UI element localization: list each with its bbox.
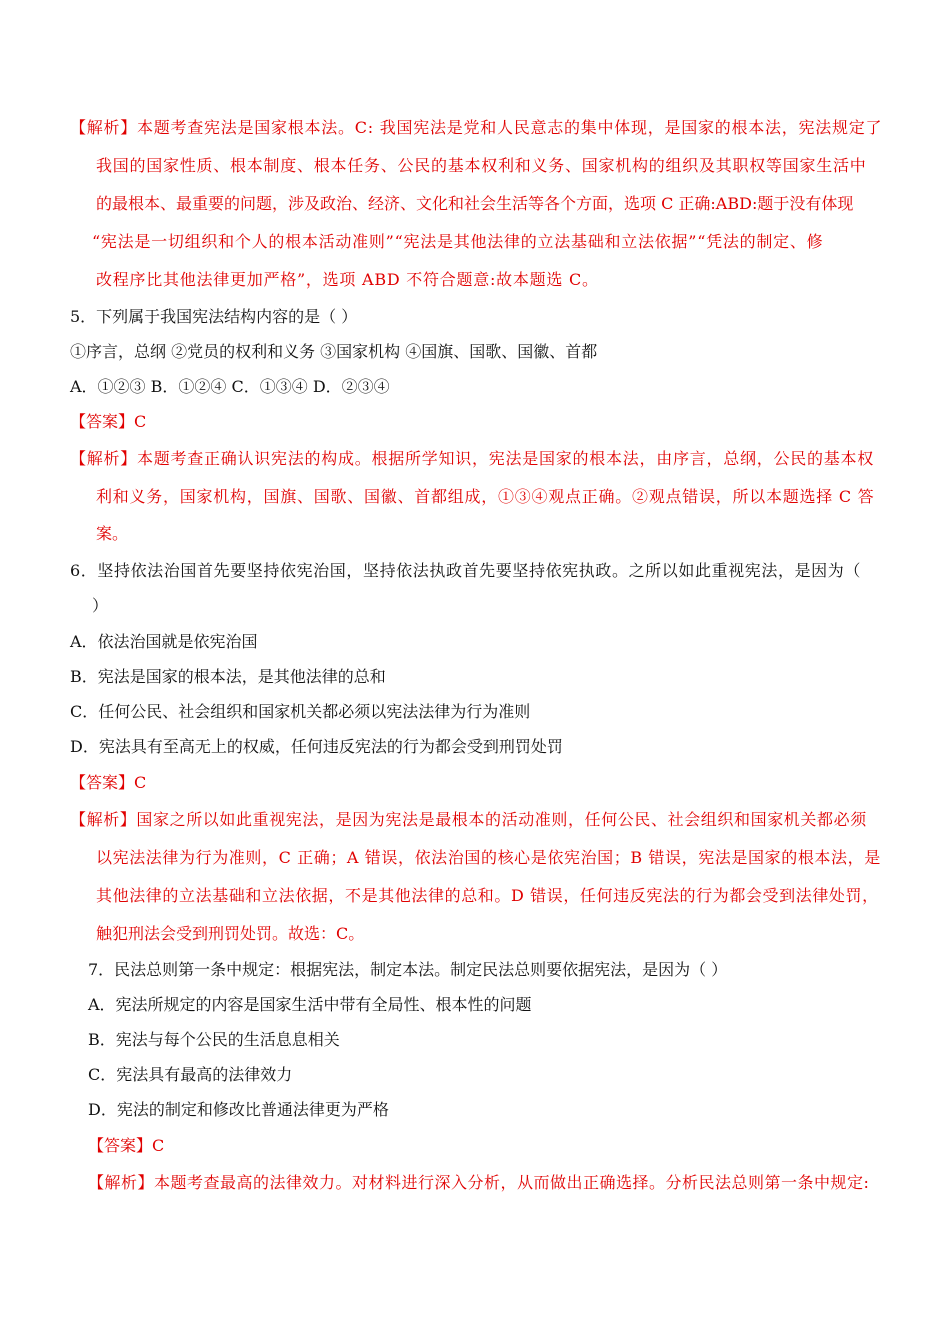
q6-stem-line-2: ）: [92, 596, 109, 615]
q6-stem-line-1: 6．坚持依法治国首先要坚持依宪治国，坚持依法执政首先要坚持依宪执政。之所以如此重视宪法，是因为（: [70, 561, 861, 580]
q4-analysis-line-2: 我国的国家性质、根本制度、根本任务、公民的基本权利和义务、国家机构的组织及其职权等国家生活中: [96, 156, 867, 175]
q6-option-a: A．依法治国就是依宪治国: [70, 632, 258, 651]
q7-stem: 7．民法总则第一条中规定：根据宪法，制定本法。制定民法总则要依据宪法，是因为（ ）: [88, 960, 728, 979]
q7-answer: 【答案】C: [88, 1136, 165, 1155]
q7-option-a: A．宪法所规定的内容是国家生活中带有全局性、根本性的问题: [88, 995, 532, 1014]
q6-option-c: C．任何公民、社会组织和国家机关都必须以宪法法律为行为准则: [70, 702, 531, 721]
q5-statements: ①序言，总纲 ②党员的权利和义务 ③国家机构 ④国旗、国歌、国徽、首都: [70, 342, 598, 361]
q6-analysis-line-1: 【解析】国家之所以如此重视宪法，是因为宪法是最根本的活动准则，任何公民、社会组织和国家机关都必须: [70, 810, 867, 829]
q5-analysis-line-3: 案。: [96, 524, 129, 543]
q6-option-d: D．宪法具有至高无上的权威，任何违反宪法的行为都会受到刑罚处罚: [70, 737, 563, 756]
q4-analysis-line-5: 改程序比其他法律更加严格”，选项 ABD 不符合题意:故本题选 C。: [96, 270, 599, 289]
q5-options: A．①②③ B．①②④ C．①③④ D．②③④: [70, 377, 390, 396]
q6-analysis-line-2: 以宪法法律为行为准则，C 正确；A 错误，依法治国的核心是依宪治国；B 错误，宪法是国家的根本法，是: [96, 848, 881, 867]
q6-analysis-line-4: 触犯刑法会受到刑罚处罚。故选：C。: [96, 924, 365, 943]
q7-option-b: B．宪法与每个公民的生活息息相关: [88, 1030, 340, 1049]
q7-analysis-line-1: 【解析】本题考查最高的法律效力。对材料进行深入分析，从而做出正确选择。分析民法总则第一条中规定:: [88, 1173, 870, 1192]
q6-answer: 【答案】C: [70, 773, 147, 792]
q5-analysis-line-1: 【解析】本题考查正确认识宪法的构成。根据所学知识，宪法是国家的根本法，由序言，总纲，公民的基本权: [70, 449, 875, 468]
q7-option-d: D．宪法的制定和修改比普通法律更为严格: [88, 1100, 389, 1119]
q5-stem: 5．下列属于我国宪法结构内容的是（ ）: [70, 307, 358, 326]
q4-analysis-line-3: 的最根本、最重要的问题，涉及政治、经济、文化和社会生活等各个方面，选项 C 正确:ABD:题于没有体现: [96, 194, 854, 213]
q4-analysis-line-1: 【解析】本题考查宪法是国家根本法。C: 我国宪法是党和人民意志的集中体现，是国家的根本法，宪法规定了: [70, 118, 883, 137]
q6-analysis-line-3: 其他法律的立法基础和立法依据，不是其他法律的总和。D 错误，任何违反宪法的行为都会受到法律处罚，: [96, 886, 879, 905]
q5-answer: 【答案】C: [70, 412, 147, 431]
q6-option-b: B．宪法是国家的根本法，是其他法律的总和: [70, 667, 386, 686]
q5-analysis-line-2: 利和义务，国家机构，国旗、国歌、国徽、首都组成，①③④观点正确。②观点错误，所以本题选择 C 答: [96, 487, 875, 506]
q7-option-c: C．宪法具有最高的法律效力: [88, 1065, 293, 1084]
q4-analysis-line-4: “宪法是一切组织和个人的根本活动准则”“宪法是其他法律的立法基础和立法依据”“凭法的制定、修: [92, 232, 824, 251]
